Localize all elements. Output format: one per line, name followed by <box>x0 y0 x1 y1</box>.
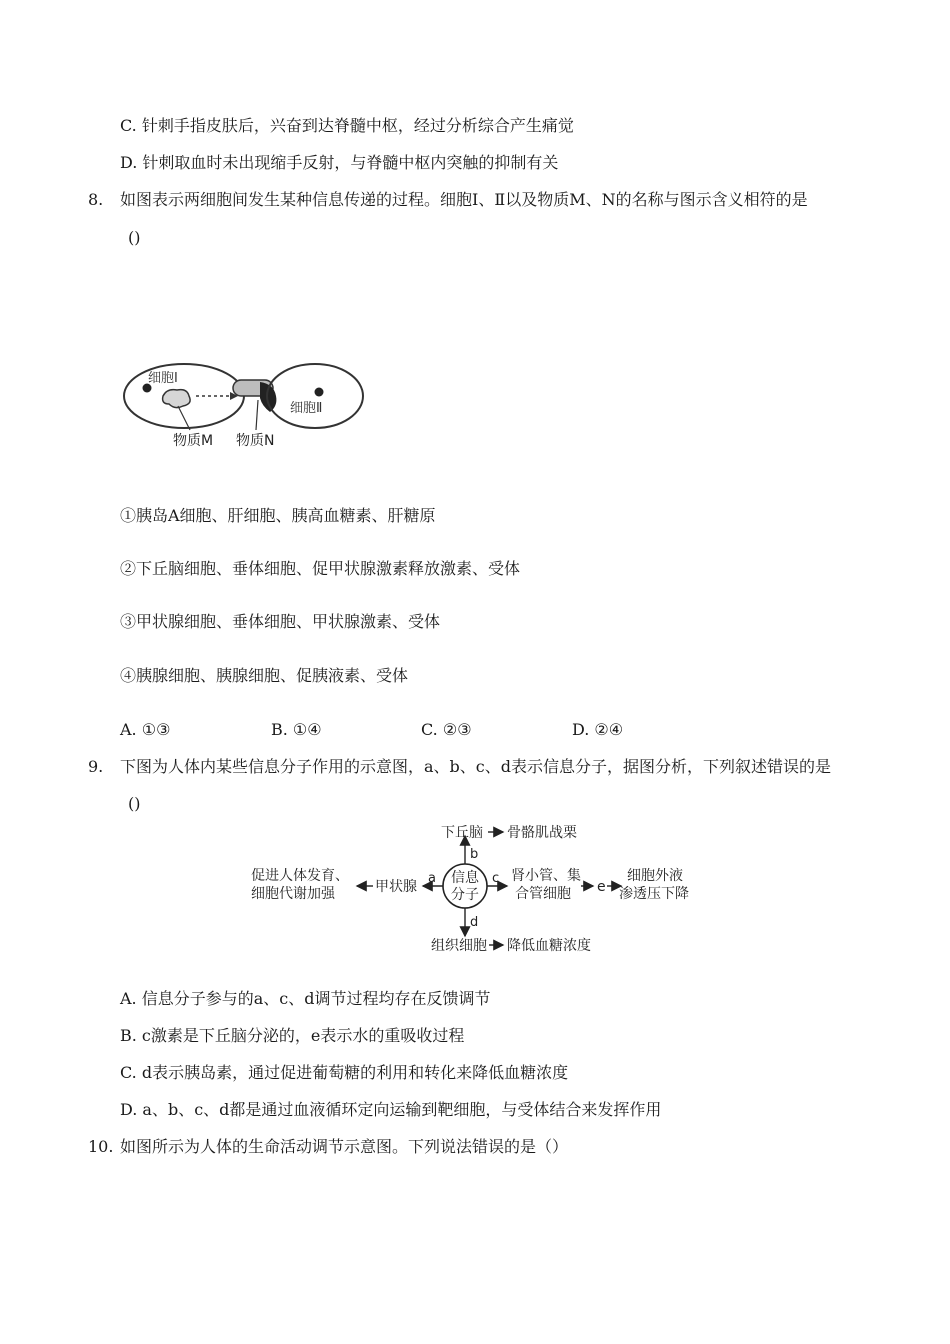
q8-choice-a: A. ①③ <box>120 720 171 739</box>
q8-item-1: ①胰岛A细胞、肝细胞、胰高血糖素、肝糖原 <box>120 506 436 525</box>
q9-paren: () <box>128 794 141 813</box>
top-effect: 骨骼肌战栗 <box>507 825 577 841</box>
q9-number: 9. <box>88 757 104 776</box>
label-c: c <box>492 871 500 886</box>
bottom-effect: 降低血糖浓度 <box>507 938 591 954</box>
q9-option-b: B. c激素是下丘脑分泌的，e表示水的重吸收过程 <box>120 1026 465 1045</box>
q8-choice-d: D. ②④ <box>572 720 624 739</box>
right-effect-line-1: 细胞外液 <box>627 868 683 884</box>
q8-choice-b: B. ①④ <box>271 720 322 739</box>
q8-paren: () <box>128 228 141 247</box>
substance-n-label: 物质N <box>236 433 275 449</box>
label-a: a <box>428 871 436 886</box>
q9-option-c: C. d表示胰岛素，通过促进葡萄糖的利用和转化来降低血糖浓度 <box>120 1063 569 1082</box>
q10-number: 10. <box>88 1137 114 1156</box>
q9-figure <box>245 820 705 956</box>
label-d: d <box>470 915 479 930</box>
q8-item-3: ③甲状腺细胞、垂体细胞、甲状腺激素、受体 <box>120 612 441 631</box>
right-target-line-2: 合管细胞 <box>515 886 571 902</box>
right-effect-line-2: 渗透压下降 <box>619 886 689 902</box>
q8-item-2: ②下丘脑细胞、垂体细胞、促甲状腺激素释放激素、受体 <box>120 559 521 578</box>
q8-choice-c: C. ②③ <box>421 720 472 739</box>
cell-2-label: 细胞Ⅱ <box>290 401 323 416</box>
q8-figure <box>118 358 368 458</box>
right-mid-e: e <box>597 879 606 895</box>
left-target: 甲状腺 <box>375 879 417 895</box>
q9-option-a: A. 信息分子参与的a、c、d调节过程均存在反馈调节 <box>120 989 491 1008</box>
center-line-2: 分子 <box>451 887 479 903</box>
q8-stem: 如图表示两细胞间发生某种信息传递的过程。细胞Ⅰ、Ⅱ以及物质M、N的名称与图示含义相符的是 <box>120 190 808 209</box>
left-effect-line-2: 细胞代谢加强 <box>251 886 335 902</box>
left-effect-line-1: 促进人体发育、 <box>251 868 349 884</box>
substance-m-blob <box>163 390 191 408</box>
q8-item-4: ④胰腺细胞、胰腺细胞、促胰液素、受体 <box>120 666 409 685</box>
q7-option-c: C. 针刺手指皮肤后，兴奋到达脊髓中枢，经过分析综合产生痛觉 <box>120 116 574 135</box>
label-b: b <box>470 847 479 862</box>
top-target: 下丘脑 <box>441 825 483 841</box>
pointer-n <box>256 400 258 430</box>
q8-number: 8. <box>88 190 104 209</box>
q10-stem: 如图所示为人体的生命活动调节示意图。下列说法错误的是（） <box>120 1137 569 1156</box>
pointer-m <box>178 406 190 430</box>
cell-2-membrane <box>267 364 363 428</box>
cell-1-label: 细胞Ⅰ <box>148 371 178 386</box>
q7-option-d: D. 针刺取血时未出现缩手反射，与脊髓中枢内突触的抑制有关 <box>120 153 559 172</box>
center-line-1: 信息 <box>451 870 479 886</box>
right-target-line-1: 肾小管、集 <box>511 868 581 884</box>
q9-option-d: D. a、b、c、d都是通过血液循环定向运输到靶细胞，与受体结合来发挥作用 <box>120 1100 662 1119</box>
bottom-target: 组织细胞 <box>431 938 487 954</box>
substance-m-label: 物质M <box>173 433 214 449</box>
q9-stem: 下图为人体内某些信息分子作用的示意图，a、b、c、d表示信息分子，据图分析，下列叙述错误的是 <box>120 757 831 776</box>
cell-2-nucleus <box>315 388 324 397</box>
